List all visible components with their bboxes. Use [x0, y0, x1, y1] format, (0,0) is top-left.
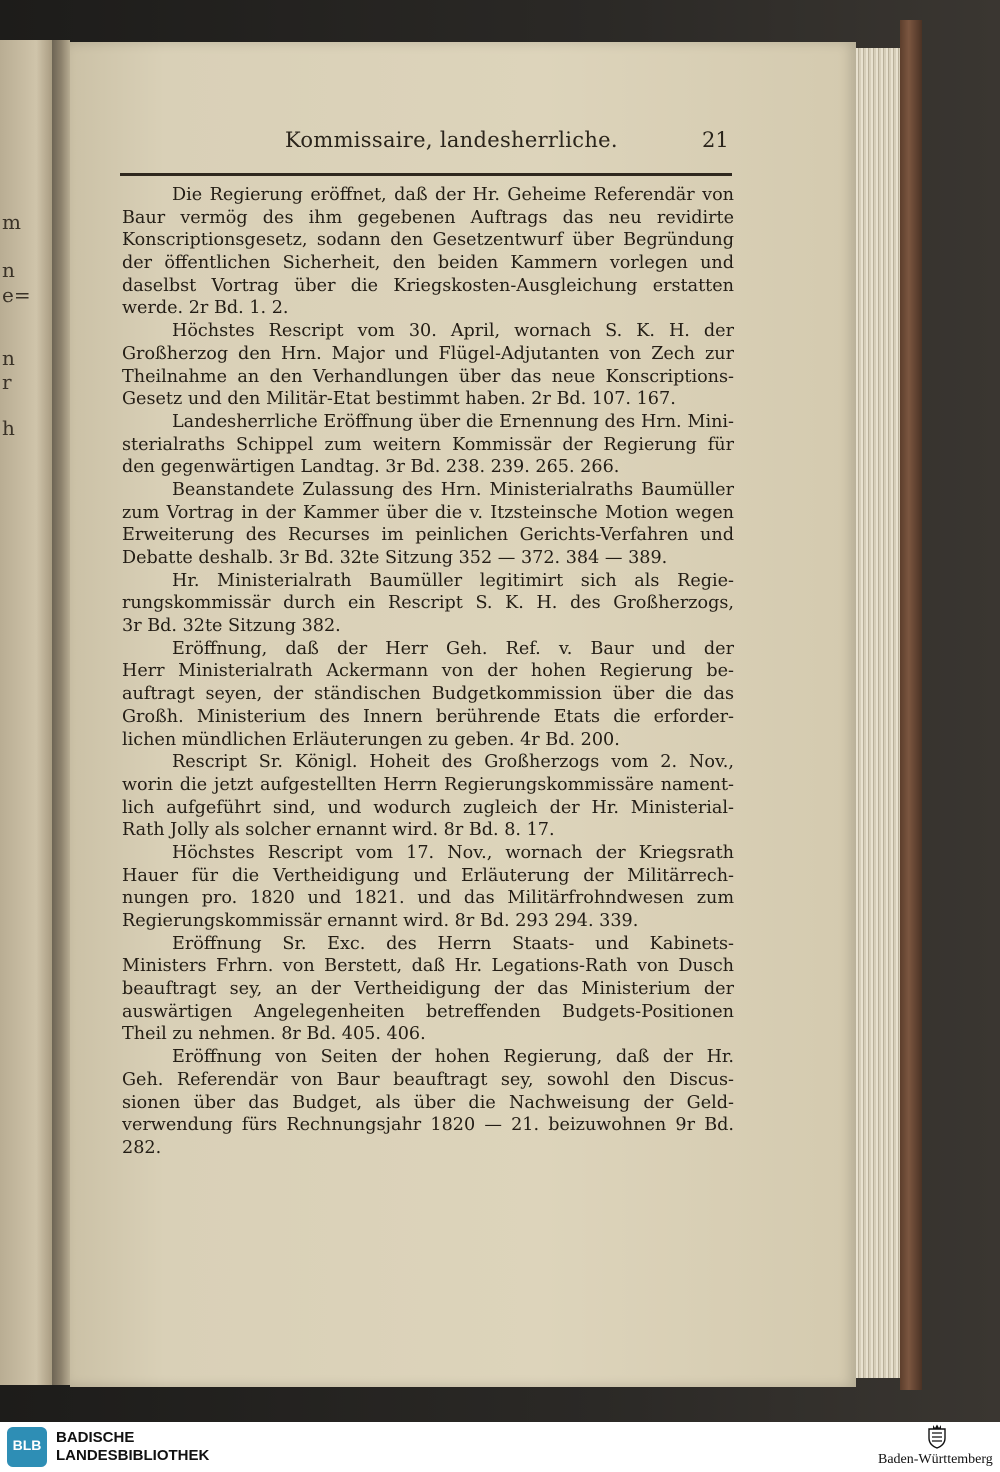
text-line: werde. 2r Bd. 1. 2. [122, 298, 289, 319]
text-line: nungen pro. 1820 und 1821. und das Militärfrohndwesen zum [122, 888, 734, 909]
text-line: Eröffnung, daß der Herr Geh. Ref. v. Baur und der [172, 638, 734, 659]
page-body-text [122, 184, 734, 1160]
book-cover-edge [900, 20, 922, 1390]
text-line: Eröffnung von Seiten der hohen Regierung, daß der Hr. [172, 1047, 734, 1068]
text-line: Hauer für die Vertheidigung und Erläuterung der Militärrech- [122, 865, 734, 886]
text-line: sterialraths Schippel zum weitern Kommissär der Regierung für [122, 434, 734, 455]
left-page-edge [0, 40, 52, 1385]
blb-logo[interactable] [7, 1427, 47, 1467]
text-line: den gegenwärtigen Landtag. 3r Bd. 238. 239. 265. 266. [122, 457, 620, 478]
page-number: 21 [702, 128, 729, 152]
left-page-fragment: e= [2, 283, 31, 307]
text-line: Großherzog den Hrn. Major und Flügel-Adjutanten von Zech zur [122, 343, 734, 364]
region-name: Baden-Württemberg [878, 1452, 993, 1467]
text-line: Erweiterung des Recurses im peinlichen Gerichts-Verfahren und [122, 525, 734, 546]
text-line: Höchstes Rescript vom 17. Nov., wornach der Kriegsrath [172, 842, 734, 863]
text-line: Hr. Ministerialrath Baumüller legitimirt sich als Regie- [172, 570, 734, 591]
text-line: Gesetz und den Militär-Etat bestimmt haben. 2r Bd. 107. 167. [122, 389, 676, 410]
coat-of-arms-icon [926, 1423, 948, 1449]
text-line: Regierungskommissär ernannt wird. 8r Bd. 293 294. 339. [122, 911, 639, 931]
library-name[interactable] [56, 1429, 209, 1465]
text-line: der öffentlichen Sicherheit, den beiden Kammern vorlegen und [122, 253, 734, 274]
text-line: worin die jetzt aufgestellten Herrn Regierungskommissäre nament- [122, 774, 734, 795]
left-page-text-fragments [0, 40, 31, 1385]
text-line: auswärtigen Angelegenheiten betreffenden Budgets-Positionen [122, 1001, 734, 1022]
text-line: Höchstes Rescript vom 30. April, wornach S. K. H. der [172, 321, 734, 342]
running-head [70, 128, 856, 158]
text-line: Beanstandete Zulassung des Hrn. Ministerialraths Baumüller [172, 479, 734, 500]
left-page-fragment: n [2, 258, 15, 282]
text-line: Rescript Sr. Königl. Hoheit des Großherzogs vom 2. Nov., [172, 752, 734, 773]
text-line: 3r Bd. 32te Sitzung 382. [122, 616, 341, 637]
text-line: lich aufgeführt sind, und wodurch zugleich der Hr. Ministerial- [122, 797, 734, 818]
text-line: Debatte deshalb. 3r Bd. 32te Sitzung 352 — 372. 384 — 389. [122, 548, 668, 568]
text-line: Theil zu nehmen. 8r Bd. 405. 406. [122, 1024, 426, 1045]
text-line: Ministers Frhrn. von Berstett, daß Hr. Legations-Rath von Dusch [122, 956, 734, 977]
text-line: auftragt seyen, der ständischen Budgetkommission über die das [122, 684, 734, 705]
text-line: Theilnahme an den Verhandlungen über das neue Konscriptions- [122, 366, 734, 387]
footer-bar [0, 1422, 1000, 1472]
left-page-fragment: h [2, 416, 15, 440]
text-line: rungskommissär durch ein Rescript S. K. H. des Großherzogs, [122, 593, 734, 614]
text-line: daselbst Vortrag über die Kriegskosten-Ausgleichung erstatten [122, 275, 734, 296]
text-line: Konscriptionsgesetz, sodann den Gesetzentwurf über Begründung [122, 230, 734, 251]
text-line: lichen mündlichen Erläuterungen zu geben. 4r Bd. 200. [122, 729, 620, 750]
text-line: Eröffnung Sr. Exc. des Herrn Staats- und Kabinets- [172, 933, 734, 954]
text-line: Geh. Referendär von Baur beauftragt sey, sowohl den Discus- [122, 1069, 734, 1090]
running-head-title: Kommissaire, landesherrliche. [285, 128, 618, 152]
text-line: Herr Ministerialrath Ackermann von der hohen Regierung be- [122, 661, 734, 682]
text-line: Rath Jolly als solcher ernannt wird. 8r Bd. 8. 17. [122, 820, 555, 841]
header-rule [120, 173, 732, 176]
blb-logo-text: BLB [12, 1437, 42, 1453]
library-name-line1: BADISCHE [56, 1429, 135, 1446]
page-stack-edge [856, 48, 900, 1378]
text-line: Landesherrliche Eröffnung über die Ernennung des Hrn. Mini- [172, 411, 734, 432]
text-line: Baur vermög des ihm gegebenen Auftrags das neu revidirte [122, 207, 734, 228]
text-line: beauftragt sey, an der Vertheidigung der das Ministerium der [122, 979, 734, 1000]
page-gutter [52, 40, 70, 1385]
text-line: 282. [122, 1137, 162, 1158]
left-page-fragment: r [2, 370, 12, 394]
text-line: Großh. Ministerium des Innern berührende Etats die erforder- [122, 706, 734, 727]
text-line: verwendung fürs Rechnungsjahr 1820 — 21. beizuwohnen 9r Bd. [122, 1115, 734, 1136]
text-line: zum Vortrag in der Kammer über die v. Itzsteinsche Motion wegen [122, 502, 734, 523]
text-line: Die Regierung eröffnet, daß der Hr. Geheime Referendär von [172, 185, 734, 205]
left-page-fragment: m [2, 210, 21, 234]
left-page-fragment: n [2, 346, 15, 370]
library-name-line2: LANDESBIBLIOTHEK [56, 1447, 210, 1464]
text-line: sionen über das Budget, als über die Nachweisung der Geld- [122, 1092, 734, 1113]
